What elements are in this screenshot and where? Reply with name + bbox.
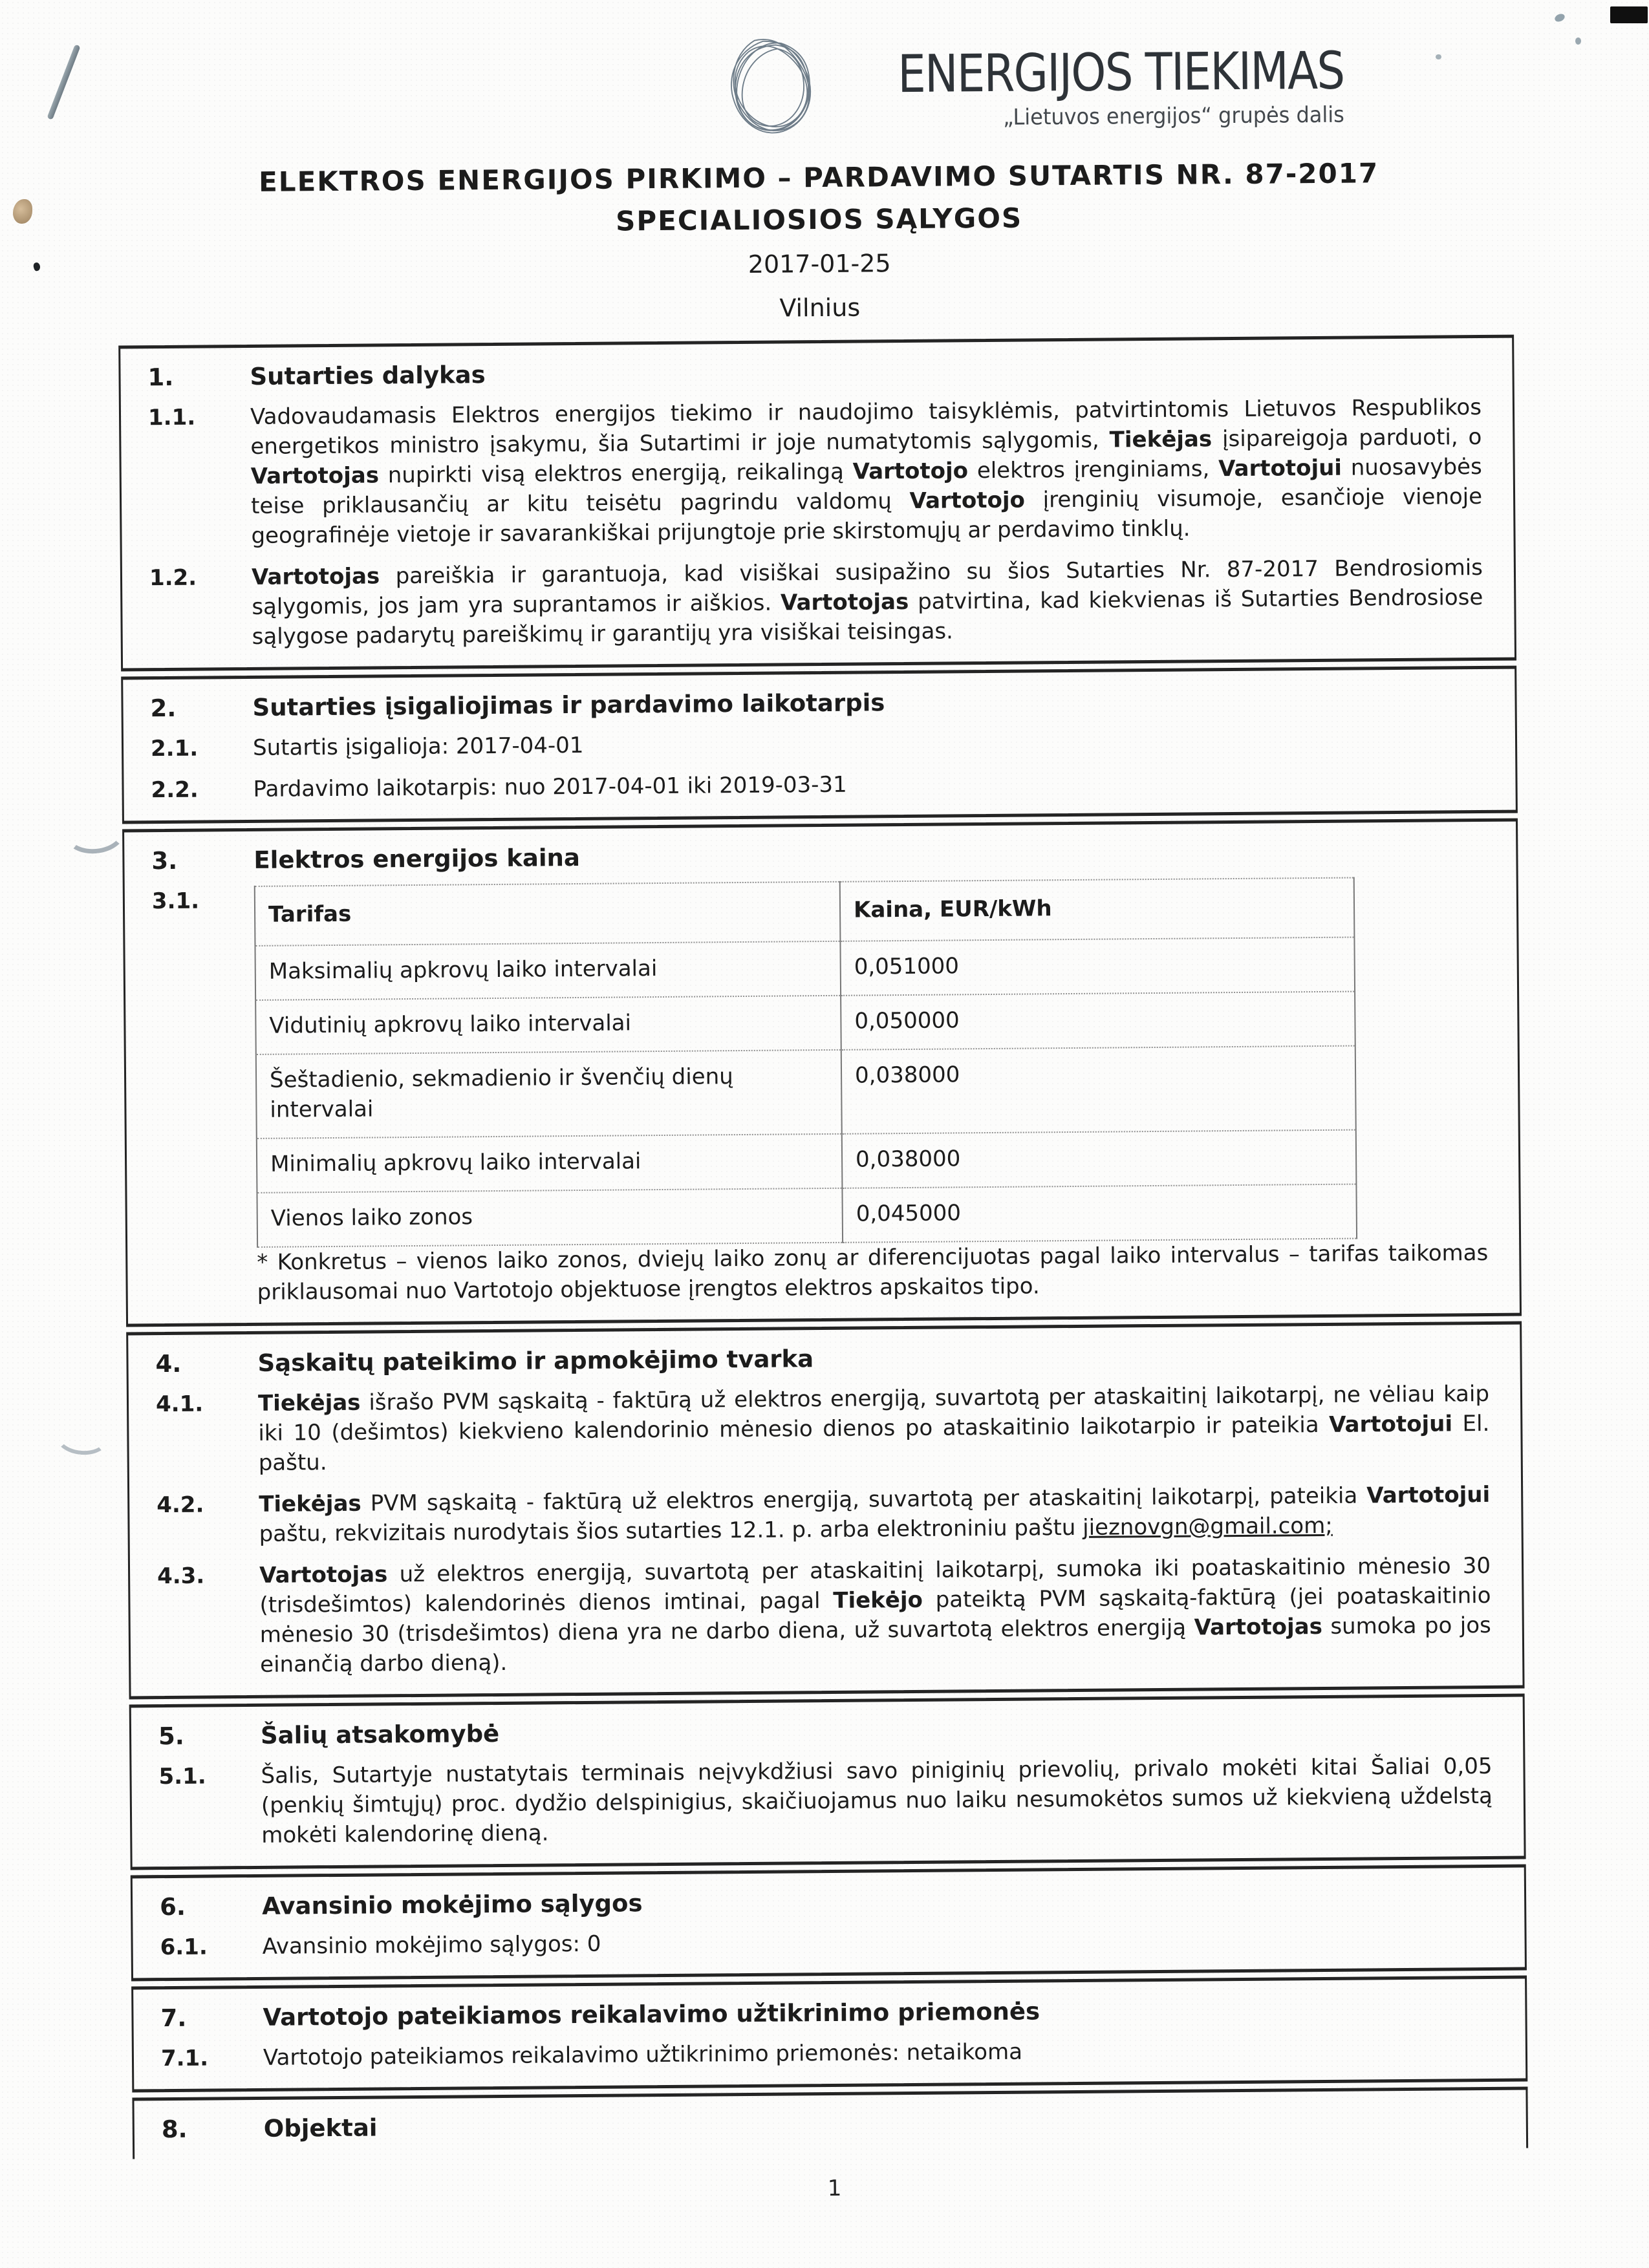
section-heading xyxy=(160,1881,1494,1923)
clause xyxy=(151,723,1485,764)
section-number: 5. xyxy=(158,1722,185,1751)
document-header xyxy=(0,0,1644,328)
section-number: 3. xyxy=(151,846,178,875)
section-number: 6. xyxy=(159,1892,186,1921)
price-cell: 0,038000 xyxy=(842,1130,1357,1188)
section-avansinis xyxy=(131,1865,1527,1982)
clause-number: 1.2. xyxy=(149,564,197,592)
table-row xyxy=(257,1184,1357,1247)
page-number: 1 xyxy=(827,2175,842,2202)
section-number: 2. xyxy=(150,694,177,723)
section-saskaitu-tvarka xyxy=(126,1321,1524,1700)
contract-subtitle: SPECIALIOSIOS SĄLYGOS xyxy=(615,202,1023,237)
price-table-wrap xyxy=(254,876,1490,1307)
section-uztikrinimo-priemones xyxy=(131,1976,1527,2093)
clause-number: 2.1. xyxy=(150,735,199,762)
section-heading xyxy=(155,1338,1490,1380)
section-number: 1. xyxy=(147,363,174,392)
tariff-header-cell: Tarifas xyxy=(255,882,841,946)
clause-number: 7.1. xyxy=(160,2045,209,2072)
section-heading xyxy=(147,351,1482,394)
clause xyxy=(152,876,1490,1308)
section-title: Sutarties dalykas xyxy=(250,361,486,390)
price-cell: 0,045000 xyxy=(842,1184,1357,1243)
clause-number: 3.1. xyxy=(151,888,200,915)
section-heading xyxy=(162,2103,1496,2146)
price-cell: 0,051000 xyxy=(840,937,1355,996)
clause-text: Vartotojas už elektros energiją, suvartotą per ataskaitinį laikotarpį, sumoka iki poataskaitinio mėnesio 30 (trisdešimtos) kalendorinės dienos imtinai, pagal Tiekėjo pateiktą PVM sąskaitą-faktūrą (jei poataskaitinio mėnesio 30 (trisdešimtos) diena yra ne darbo diena, už suvartotą elektros energiją Vartotojas sumoka po jos einančią darbo dieną). xyxy=(259,1552,1491,1678)
clause xyxy=(156,1379,1491,1479)
section-isigaliojimas xyxy=(121,666,1518,824)
contract-date: 2017-01-25 xyxy=(748,249,891,279)
section-title: Avansinio mokėjimo sąlygos xyxy=(261,1889,643,1920)
contract-sections xyxy=(118,335,1528,2159)
clause xyxy=(148,392,1484,551)
clause xyxy=(156,1480,1492,1550)
section-title: Elektros energijos kaina xyxy=(253,843,581,874)
tariff-cell: Vienos laiko zonos xyxy=(257,1188,843,1247)
table-row xyxy=(255,992,1355,1054)
clause xyxy=(151,765,1485,805)
clause xyxy=(157,1551,1493,1680)
clause-text: Vartotojo pateikiamos reikalavimo užtikrinimo priemonės: netaikoma xyxy=(263,2038,1023,2071)
section-sutarties-dalykas xyxy=(118,335,1516,672)
tariff-cell: Vidutinių apkrovų laiko intervalai xyxy=(255,996,841,1054)
section-objektai xyxy=(132,2087,1528,2159)
section-number: 8. xyxy=(161,2115,188,2144)
section-title: Objektai xyxy=(263,2113,378,2143)
section-title: Sąskaitų pateikimo ir apmokėjimo tvarka xyxy=(257,1345,814,1377)
clause-number: 4.2. xyxy=(156,1492,204,1519)
clause-text: Sutartis įsigalioja: 2017-04-01 xyxy=(252,732,584,761)
section-number: 7. xyxy=(160,2004,187,2033)
section-title: Šalių atsakomybė xyxy=(260,1719,500,1749)
section-heading xyxy=(150,682,1485,725)
clause-text: Avansinio mokėjimo sąlygos: 0 xyxy=(262,1931,601,1960)
clause-text: Tiekėjas PVM sąskaitą - faktūrą už elektros energiją, suvartotą per ataskaitinį laikotarpį, pateikia Vartotojui paštu, rekvizitais nurodytais šios sutarties 12.1. p. arba elektroniniu paštu jieznovgn@gmail.com; xyxy=(259,1481,1491,1547)
section-heading xyxy=(151,835,1486,877)
section-heading xyxy=(158,1710,1493,1753)
price-table-header-row xyxy=(255,878,1355,946)
company-logo-tagline: „Lietuvos energijos“ grupės dalis xyxy=(1002,102,1344,131)
clause-number: 2.2. xyxy=(151,776,199,804)
table-row xyxy=(256,1046,1356,1139)
section-number: 4. xyxy=(155,1349,182,1378)
contract-city: Vilnius xyxy=(779,293,861,323)
clause xyxy=(160,1922,1494,1962)
tariff-cell: Maksimalių apkrovų laiko intervalai xyxy=(255,941,841,1000)
tariff-cell: Minimalių apkrovų laiko intervalai xyxy=(257,1134,843,1193)
clause-text: Tiekėjas išrašo PVM sąskaitą - faktūrą už elektros energiją, suvartotą per ataskaitinį laikotarpį, ne vėliau kaip iki 10 (dešimtos) kiekvieno kalendorinio mėnesio dienos po ataskaitinio laikotarpio ir pateikia Vartotojui El. paštu. xyxy=(257,1380,1490,1476)
price-cell: 0,038000 xyxy=(841,1046,1356,1134)
price-table-footnote: * Konkretus – vienos laiko zonos, dviejų laiko zonų ar diferencijuotas pagal laiko intervalus – tarifas taikomas priklausomai nuo Vartotojo objektuose įrengtos elektros apskaitos tipo. xyxy=(257,1239,1489,1305)
contract-title: ELEKTROS ENERGIJOS PIRKIMO – PARDAVIMO SUTARTIS NR. 87-2017 xyxy=(258,157,1379,198)
clause-number: 4.1. xyxy=(155,1391,204,1418)
price-header-cell: Kaina, EUR/kWh xyxy=(840,878,1355,941)
section-atsakomybe xyxy=(129,1694,1526,1870)
company-logo-name: ENERGIJOS TIEKIMAS xyxy=(897,40,1344,105)
clause-number: 4.3. xyxy=(156,1563,205,1590)
section-title: Sutarties įsigaliojimas ir pardavimo laikotarpis xyxy=(252,689,885,722)
tariff-cell: Šeštadienio, sekmadienio ir švenčių dienų intervalai xyxy=(256,1050,842,1139)
section-title: Vartotojo pateikiamos reikalavimo užtikrinimo priemonės xyxy=(263,1997,1040,2031)
table-row xyxy=(255,937,1355,1000)
clause-text: Vadovaudamasis Elektros energijos tiekimo ir naudojimo taisyklėmis, patvirtintomis Lietuvos Respublikos energetikos ministro įsakymu, šia Sutartimi ir joje numatytomis sąlygomis, Tiekėjas įsipareigoja parduoti, o Vartotojas nupirkti visą elektros energiją, reikalingą Vartotojo elektros įrenginiams, Vartotojui nuosavybės teise priklausančių ar kitu teisėtu pagrindu valdomų Vartotojo įrenginių visumoje, esančioje vienoje geografinėje vietoje ir savarankiškai prijungtoje prie skirstomųjų ar perdavimo tinklų. xyxy=(250,394,1483,549)
clause-text: Vartotojas pareiškia ir garantuoja, kad visiškai susipažino su šios Sutarties Nr. 87-2017 Bendrosiomis sąlygomis, jos jam yra suprantamos ir aiškios. Vartotojas patvirtina, kad kiekvienas iš Sutarties Bendrosiose sąlygose padarytų pareiškimų ir garantijų yra visiškai teisingas. xyxy=(251,554,1483,650)
clause-text: Šalis, Sutartyje nustatytais terminais neįvykdžiusi savo piniginių prievolių, privalo mokėti kitai Šaliai 0,05 (penkių šimtųjų) proc. dydžio delspinigius, skaičiuojamus nuo laiku nesumokėtos sumos už kiekvieną uždelstą mokėti kalendorinę dieną. xyxy=(261,1753,1493,1848)
section-kaina xyxy=(122,818,1522,1327)
clause-number: 1.1. xyxy=(147,404,196,431)
clause xyxy=(149,553,1485,652)
clause-number: 6.1. xyxy=(160,1934,208,1961)
price-cell: 0,050000 xyxy=(841,992,1355,1050)
table-row xyxy=(257,1130,1357,1193)
clause-number: 5.1. xyxy=(158,1763,206,1790)
section-heading xyxy=(160,1992,1495,2035)
clause xyxy=(161,2033,1496,2073)
scribble-oval-icon xyxy=(715,32,825,146)
price-table xyxy=(254,877,1357,1248)
clause xyxy=(158,1751,1494,1851)
company-logo xyxy=(824,40,1344,132)
clause-text: Pardavimo laikotarpis: nuo 2017-04-01 iki 2019-03-31 xyxy=(253,771,847,802)
